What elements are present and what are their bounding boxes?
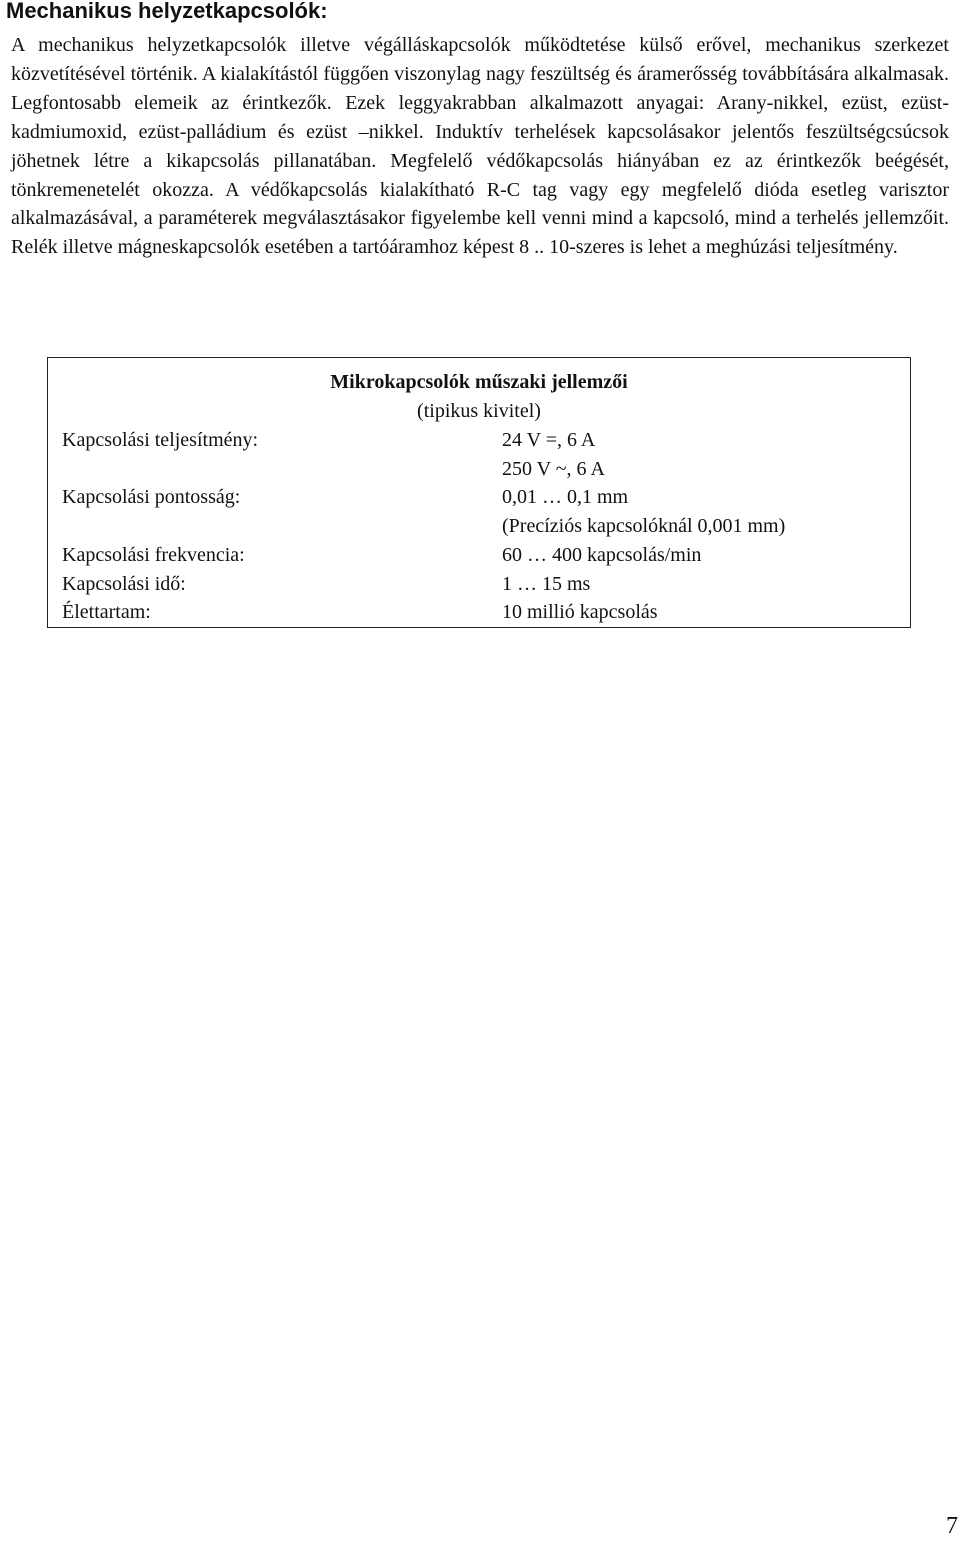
spec-values xyxy=(502,598,902,627)
spec-label: Élettartam: xyxy=(62,601,151,624)
spec-value: 24 V =, 6 A xyxy=(502,429,596,451)
spec-row-frequency xyxy=(62,541,902,570)
spec-values xyxy=(502,541,902,570)
spec-label: Kapcsolási frekvencia: xyxy=(62,543,245,566)
spec-value: 0,01 … 0,1 mm xyxy=(502,486,629,509)
spec-label: Kapcsolási pontosság: xyxy=(62,486,241,509)
spec-table-title: Mikrokapcsolók műszaki jellemzői xyxy=(330,371,628,393)
spec-rows xyxy=(62,426,902,627)
page-number: 7 xyxy=(946,1513,958,1539)
spec-values xyxy=(502,483,902,540)
spec-row-accuracy xyxy=(62,483,902,540)
spec-value: 250 V ~, 6 A xyxy=(502,457,605,480)
spec-values xyxy=(502,426,902,483)
spec-row-lifetime xyxy=(62,598,902,627)
spec-value: 60 … 400 kapcsolás/min xyxy=(502,543,702,566)
spec-table-box xyxy=(47,357,911,628)
section-heading: Mechanikus helyzetkapcsolók: xyxy=(6,0,328,23)
spec-row-power xyxy=(62,426,902,483)
spec-values xyxy=(502,570,902,599)
spec-row-time xyxy=(62,570,902,599)
spec-label: Kapcsolási idő: xyxy=(62,572,186,595)
spec-table-subtitle: (tipikus kivitel) xyxy=(417,400,541,422)
spec-value: (Precíziós kapcsolóknál 0,001 mm) xyxy=(502,515,786,538)
body-paragraph: A mechanikus helyzetkapcsolók illetve végálláskapcsolók működtetése külső erővel, mechanikus szerkezet közvetítésével történik. A kialakítástól függően viszonylag nagy feszültség és áramerősség továbbítására alkalmasak. Legfontosabb elemeik az érintkezők. Ezek leggyakrabban alkalmazott anyagai: Arany-nikkel, ezüst, ezüst-kadmiumoxid, ezüst-palládium és ezüst –nikkel. Induktív terhelések kapcsolásakor jelentős feszültségcsúcsok jöhetnek létre a kikapcsolás pillanatában. Megfelelő védőkapcsolás hiányában ez az érintkezők beégését, tönkremenetelét okozza. A védőkapcsolás kialakítható R-C tag vagy egy megfelelő dióda esetleg varisztor alkalmazásával, a paraméterek megválasztásakor figyelembe kell venni mind a kapcsoló, mind a terhelés jellemzőit. Relék illetve mágneskapcsolók esetében a tartóáramhoz képest 8 .. 10-szeres is lehet a meghúzási teljesítmény. xyxy=(11,34,949,259)
spec-label: Kapcsolási teljesítmény: xyxy=(62,429,259,451)
spec-value: 1 … 15 ms xyxy=(502,572,591,595)
spec-value: 10 millió kapcsolás xyxy=(502,601,658,624)
